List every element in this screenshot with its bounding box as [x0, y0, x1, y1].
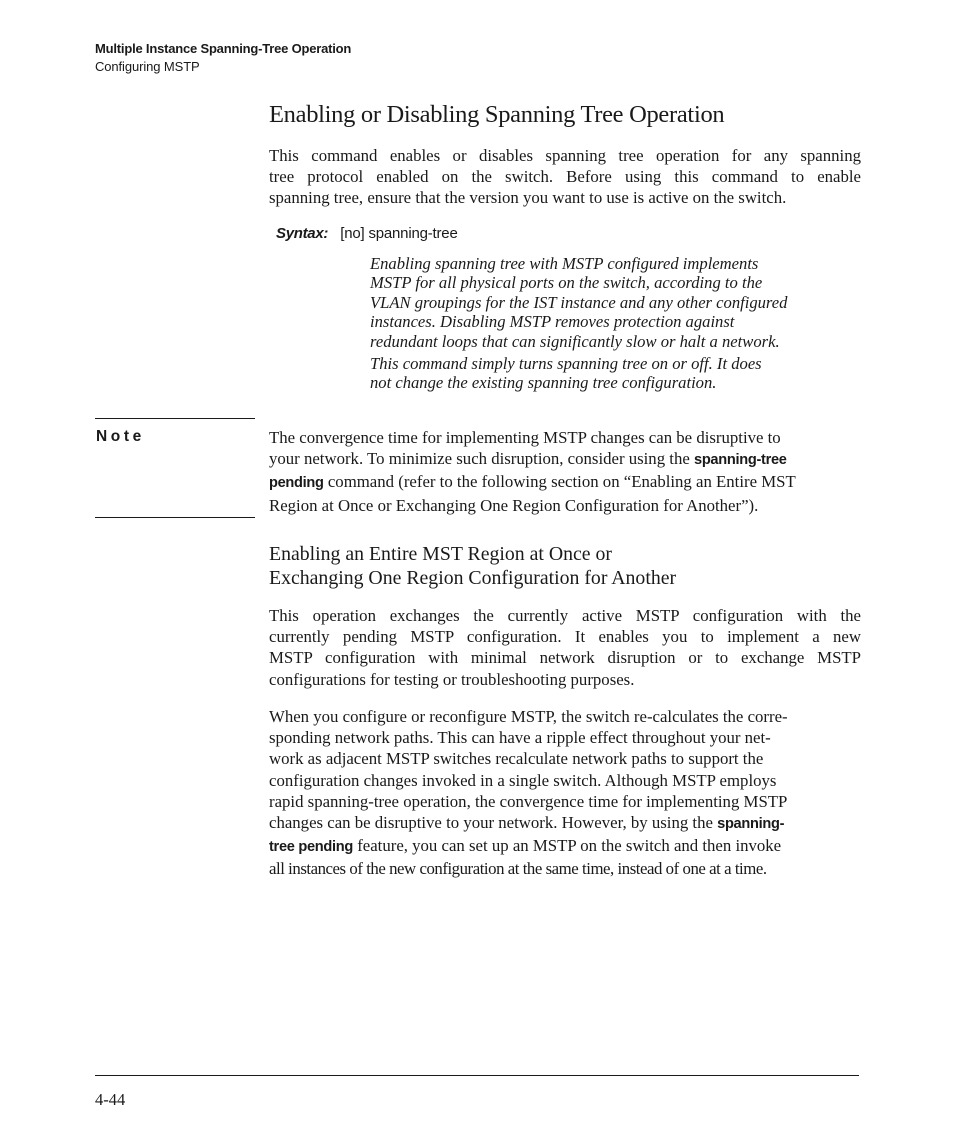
command-description-note [370, 354, 856, 393]
paragraph-line: work as adjacent MSTP switches recalculate network paths to support the [269, 749, 764, 769]
note-text-segment: command (refer to the following section on “Enabling an Entire MST [327, 472, 796, 492]
intro-paragraph [269, 145, 861, 209]
paragraph-line: configuration changes invoked in a single switch. Although MSTP employs [269, 770, 777, 790]
description-line: not change the existing spanning tree configuration. [370, 373, 717, 393]
note-line: The convergence time for implementing MSTP changes can be disruptive to [269, 428, 781, 447]
description-line: instances. Disabling MSTP removes protection against [370, 312, 735, 332]
description-line: Enabling spanning tree with MSTP configured implements [370, 254, 759, 273]
paragraph-line: configurations for testing or troubleshooting purposes. [269, 669, 635, 689]
note-rule-top [95, 418, 255, 419]
syntax-command: [no] spanning-tree [340, 225, 458, 242]
running-header-section: Configuring MSTP [95, 59, 200, 74]
paragraph-text-segment: feature, you can set up an MSTP on the switch and then invoke [357, 836, 782, 856]
subsection-paragraph-1 [269, 605, 861, 690]
heading-line: Exchanging One Region Configuration for Another [269, 566, 677, 589]
note-text [269, 427, 861, 516]
section-heading: Enabling or Disabling Spanning Tree Operation [269, 101, 725, 128]
description-line: MSTP for all physical ports on the switch, according to the [370, 273, 763, 293]
paragraph-line [269, 812, 861, 835]
paragraph-line: sponding network paths. This can have a ripple effect throughout your net- [269, 728, 771, 748]
paragraph-text-segment: changes can be disruptive to your network. However, by using the [269, 813, 713, 833]
paragraph-line: When you configure or reconfigure MSTP, the switch re-calculates the corre- [269, 707, 788, 726]
syntax-label: Syntax: [276, 225, 329, 242]
command-keyword: pending [269, 475, 324, 492]
subsection-paragraph-2 [269, 706, 861, 880]
syntax-line [276, 225, 458, 242]
running-header-chapter: Multiple Instance Spanning-Tree Operation [95, 41, 352, 56]
subsection-heading [269, 543, 676, 590]
paragraph-line: spanning tree, ensure that the version you want to use is active on the switch. [269, 188, 787, 208]
paragraph-line [269, 835, 861, 858]
note-line [269, 448, 861, 471]
footer-rule [95, 1075, 859, 1076]
note-line: Region at Once or Exchanging One Region Configuration for Another”). [269, 495, 759, 515]
note-label: Note [96, 428, 145, 445]
command-keyword: spanning-tree [694, 452, 787, 469]
paragraph-line: This command enables or disables spanning tree operation for any spanning [269, 146, 861, 165]
description-line: This command simply turns spanning tree on or off. It does [370, 354, 762, 373]
page-number: 4-44 [95, 1090, 126, 1109]
paragraph-line: currently pending MSTP configuration. It enables you to implement a new [269, 627, 861, 647]
command-keyword: spanning- [717, 816, 785, 833]
description-line: VLAN groupings for the IST instance and any other configured [370, 292, 788, 312]
paragraph-line: rapid spanning-tree operation, the convergence time for implementing MSTP [269, 791, 788, 811]
description-line: redundant loops that can significantly slow or halt a network. [370, 331, 780, 351]
command-description [370, 254, 856, 351]
note-line [269, 471, 861, 494]
paragraph-line: MSTP configuration with minimal network disruption or to exchange MSTP [269, 648, 861, 668]
note-rule-bottom [95, 517, 255, 518]
paragraph-line: all instances of the new configuration at the same time, instead of one at a time. [269, 859, 767, 879]
heading-line: Enabling an Entire MST Region at Once or [269, 543, 612, 565]
paragraph-line: tree protocol enabled on the switch. Before using this command to enable [269, 167, 861, 187]
paragraph-line: This operation exchanges the currently active MSTP configuration with the [269, 606, 861, 625]
command-keyword: tree pending [269, 839, 353, 856]
note-text-segment: your network. To minimize such disruption, consider using the [269, 449, 690, 469]
